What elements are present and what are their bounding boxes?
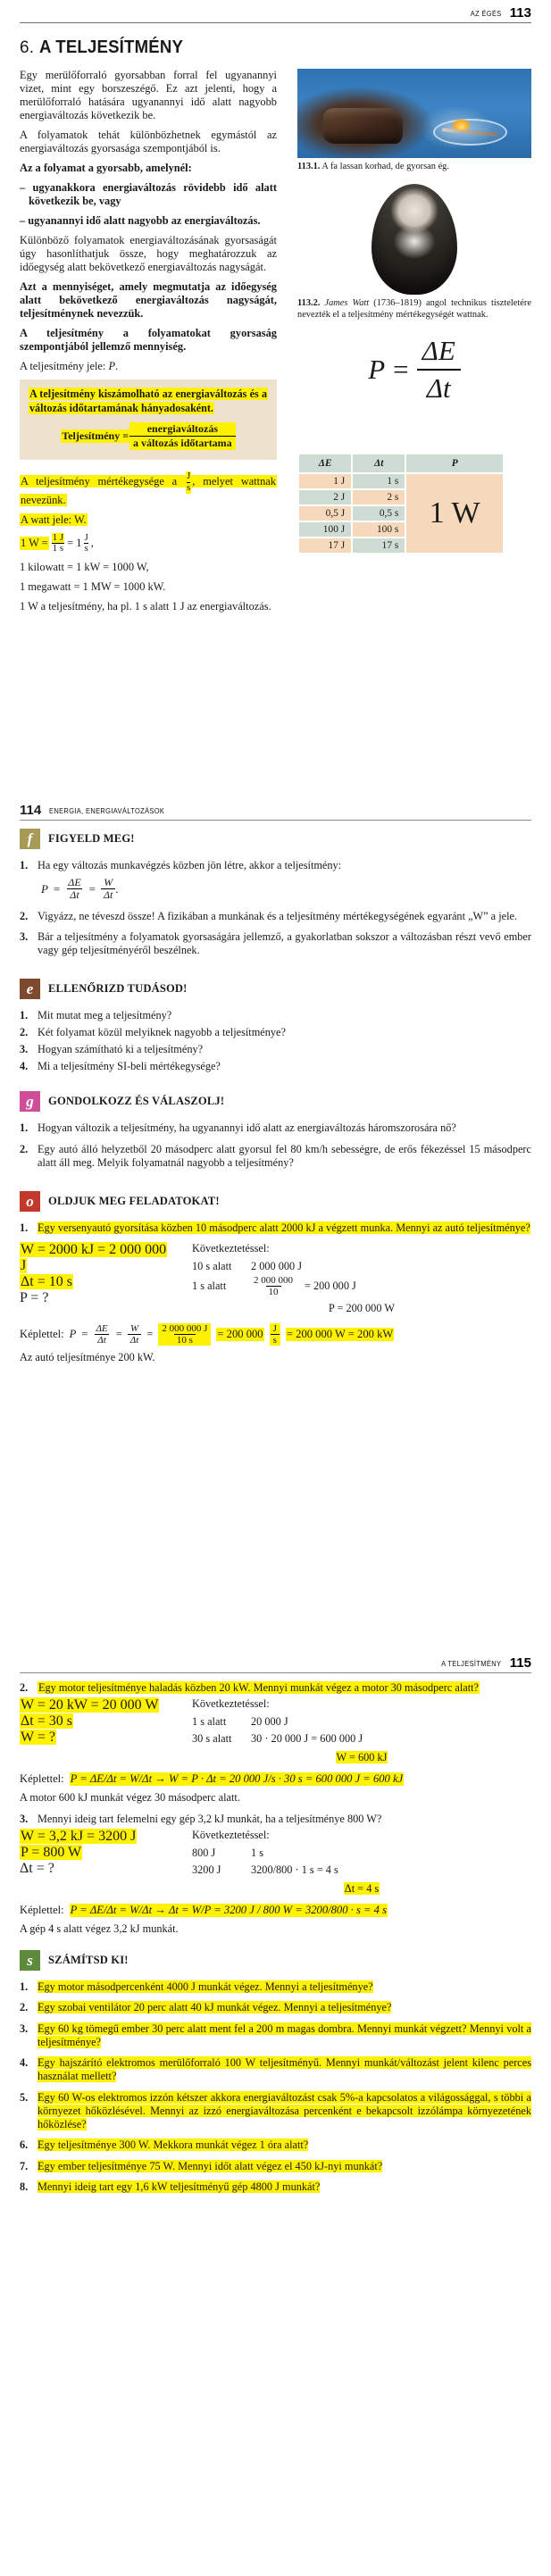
figure-113-2-text: (1736–1819) angol technikus tiszteletére nevezték el a teljesítmény mértékegységét wattnak. <box>297 298 531 320</box>
kepl-frac-2-num: W <box>129 1322 139 1334</box>
watt-symbol-line <box>20 513 277 527</box>
list-item-text: Ha egy változás munkavégzés közben jön létre, akkor a teljesítmény: <box>38 859 342 871</box>
column-header-P: P <box>406 454 503 472</box>
problem-2-question-text: Egy motor teljesítménye haladás közben 20 kW. Mennyi munkát végez a motor 30 másodperc alatt? <box>38 1681 479 1694</box>
paragraph-1: Egy merülőforraló gyorsabban forral fel ugyanannyi vizet, mint egy borszeszégő. Ez azt jelenti, hogy a merülőforraló hatására ugyanannyi idő alatt nagyobb energiaváltozás következik be. <box>20 69 277 121</box>
list-item <box>20 1043 531 1056</box>
formula-denominator: Δt <box>417 369 461 404</box>
conclusion-3-row-2-value: 3200/800 · 1 s = 4 s <box>251 1863 338 1876</box>
kepl-eq1: = <box>81 1327 88 1340</box>
list-item <box>20 1221 531 1235</box>
conclusion-2-row-2-label: 30 s alatt <box>192 1731 232 1745</box>
kepl-frac-1-num: ΔE <box>96 1322 108 1334</box>
answer-3: A gép 4 s alatt végez 3,2 kJ munkát. <box>20 1922 179 1936</box>
running-head-115 <box>20 1650 531 1670</box>
given-line-1 <box>20 1242 176 1274</box>
conclusion-3-row-1-label: 800 J <box>192 1847 216 1860</box>
paragraph-7-symbol <box>20 360 277 373</box>
watt-fraction-1-den: 1 s <box>52 543 64 554</box>
gondolkozz-list <box>20 1121 531 1170</box>
definition-formula <box>29 422 268 450</box>
formula-symbol-P: P <box>368 353 386 385</box>
conclusion-title: Következtetéssel: <box>192 1242 270 1255</box>
block-header-ellenorizd-tudasod <box>20 979 531 999</box>
kepl-eq2: = <box>115 1327 122 1340</box>
problem-1-text: Egy versenyautó gyorsítása közben 10 másodperc alatt 2000 kJ a végzett munka. Mennyi az autó teljesítménye? <box>38 1221 530 1235</box>
kilowatt-line: 1 kilowatt = 1 kW = 1000 W, <box>20 560 149 573</box>
running-head-chapter: AZ ÉGÉS <box>470 9 502 18</box>
formula-solution-1 <box>20 1323 531 1346</box>
conclusion-row-2-num: 2 000 000 <box>254 1274 293 1286</box>
cell-energy: 100 J <box>299 522 351 537</box>
oldjuk-meg-title: OLDJUK MEG FELADATOKAT! <box>48 1195 220 1208</box>
kepl-frac-3-num: 2 000 000 J <box>162 1322 208 1334</box>
figyeld-meg-icon: f <box>20 829 40 849</box>
page-title <box>20 38 531 56</box>
watt-symbol-text: A watt jele: W. <box>21 513 87 526</box>
watt-fraction-2-num: J <box>84 531 88 543</box>
definition-formula-fraction <box>129 422 236 450</box>
conclusion-result: P = 200 000 W <box>329 1301 395 1314</box>
running-head-114 <box>20 797 531 817</box>
answer-1: Az autó teljesítménye 200 kW. <box>20 1351 155 1364</box>
given-unknown: Δt = ? <box>20 1861 54 1877</box>
conclusion-row-2-den: 10 <box>266 1286 281 1297</box>
worked-example-3 <box>20 1829 531 1896</box>
conclusion-row-1-label: 10 s alatt <box>192 1260 232 1273</box>
given-time: Δt = 10 s <box>21 1274 72 1290</box>
watt-comma: , <box>90 537 94 550</box>
flame-shape <box>452 119 471 130</box>
given-2-line-2 <box>20 1713 176 1730</box>
formula-solution-3-label: Képlettel: <box>20 1904 64 1917</box>
cell-time: 100 s <box>353 522 405 537</box>
gondolkozz-icon: g <box>20 1091 40 1112</box>
power-values-table <box>297 453 505 554</box>
list-item-text: Két folyamat közül melyiknek nagyobb a teljesítménye? <box>38 1026 286 1039</box>
given-work: W = 3,2 kJ = 3200 J <box>21 1829 137 1845</box>
bullet-dash-1: – ugyanakkora energiaváltozás rövidebb idő alatt következik be, vagy <box>20 181 277 207</box>
given-3-line-2 <box>20 1845 176 1861</box>
ellenorizd-tudasod-icon: e <box>20 979 40 999</box>
cell-time: 0,5 s <box>353 506 405 521</box>
given-2-line-3 <box>20 1730 176 1746</box>
cell-energy: 0,5 J <box>299 506 351 521</box>
figure-113-1 <box>297 69 531 158</box>
formula-solution-label: Képlettel: <box>20 1327 64 1340</box>
list-item <box>20 2001 531 2014</box>
unit-text-pre: A teljesítmény mértékegysége a <box>21 474 185 488</box>
conclusion-block-2 <box>192 1697 531 1764</box>
watt-fraction-2-den: s <box>84 543 88 554</box>
list-item <box>20 2056 531 2083</box>
conclusion-2-row-2-value: 30 · 20 000 J = 600 000 J <box>251 1731 363 1745</box>
watt-fraction-2 <box>84 533 88 554</box>
given-power: W = 20 kW = 20 000 W <box>21 1697 159 1713</box>
gondolkozz-title: GONDOLKOZZ ÉS VÁLASZOLJ! <box>48 1095 225 1108</box>
given-line-3 <box>20 1290 176 1306</box>
section-number: 6. <box>20 38 35 57</box>
paragraph-6-definition: A teljesítmény a folyamatokat gyorsaság szempontjából jellemző mennyiség. <box>20 327 277 353</box>
figure-113-2-name: James Watt <box>324 298 370 309</box>
conclusion-row-2-result: = 200 000 J <box>305 1280 356 1293</box>
running-head-chapter: ENERGIA, ENERGIAVÁLTOZÁSOK <box>49 806 165 815</box>
list-item-text: Bár a teljesítmény a folyamatok gyorsaságára jellemző, a gyakorlatban sokszor a változásban részt vevő ember vagy gép teljesítményéről beszélnek. <box>38 930 531 957</box>
definition-box-text <box>29 388 268 415</box>
page-number: 115 <box>509 1655 531 1671</box>
table-header-row <box>299 454 503 472</box>
power-work-formula <box>41 877 531 901</box>
definition-formula-numerator: energiaváltozás <box>129 422 236 436</box>
figure-113-1-caption <box>297 162 531 172</box>
szamitsd-ki-list <box>20 1980 531 2194</box>
figure-113-2-number: 113.2. <box>297 298 321 309</box>
formula-frac2-num: W <box>104 876 113 889</box>
running-head-chapter: A TELJESÍTMÉNY <box>441 1659 502 1668</box>
symbol-intro: A teljesítmény jele: <box>20 360 109 372</box>
formula-solution-3 <box>20 1904 531 1917</box>
formula-eq-2: = <box>88 881 96 896</box>
kepl-frac-3-den: 10 s <box>174 1334 196 1346</box>
figure-113-2-caption <box>297 298 531 321</box>
watt-fraction-1 <box>52 533 65 554</box>
problem-2-number: 2. <box>20 1681 29 1694</box>
list-item <box>20 2091 531 2132</box>
list-item-text: Mit mutat meg a teljesítmény? <box>38 1009 172 1022</box>
column-header-delta-E: ΔE <box>299 454 351 472</box>
conclusion-2-row-2 <box>192 1730 531 1747</box>
conclusion-block-3 <box>192 1829 531 1896</box>
unit-text-post: , melyet wattnak nevezünk. <box>21 474 276 506</box>
watt-eq: = 1 <box>67 537 82 550</box>
photo-burning-wood <box>297 69 531 158</box>
block-header-figyeld-meg <box>20 829 531 849</box>
given-values-2 <box>20 1697 176 1764</box>
definition-box <box>20 379 277 460</box>
worked-example-1 <box>20 1242 531 1315</box>
formula-solution-3-body: P = ΔE/Δt = W/Δt → Δt = W/P = 3200 J / 800 W = 3200/800 · s = 4 s <box>70 1904 388 1917</box>
list-item-text: Vigyázz, ne téveszd össze! A fizikában a munkának és a teljesítmény mértékegységének egyaránt „W” a jele. <box>38 909 518 922</box>
kepl-frac-4-num: J <box>272 1322 277 1334</box>
szamitsd-ki-icon: s <box>20 1950 40 1971</box>
paragraph-2: A folyamatok tehát különbözhetnek egymástól az energiaváltozás gyorsasága szempontjából is. <box>20 129 277 154</box>
kepl-frac-4 <box>270 1323 280 1346</box>
conclusion-3-row-1-value: 1 s <box>251 1847 264 1860</box>
conclusion-block <box>192 1242 531 1315</box>
conclusion-3-result-text: Δt = 4 s <box>344 1882 380 1896</box>
worked-example-2 <box>20 1697 531 1764</box>
formula-frac1-den: Δt <box>67 888 81 901</box>
running-head-113 <box>20 0 531 20</box>
conclusion-3-row-2-label: 3200 J <box>192 1863 221 1876</box>
given-unknown: P = ? <box>20 1290 49 1306</box>
problem-3-question: Mennyi ideig tart felemelni egy gép 3,2 kJ munkát, ha a teljesítménye 800 W? <box>38 1813 382 1826</box>
list-item-text: Hogyan számítható ki a teljesítmény? <box>38 1043 204 1056</box>
szamitsd-ki-title: SZÁMÍTSD KI! <box>48 1954 129 1967</box>
list-item-text: Egy 60 kg tömegű ember 30 perc alatt ment fel a 200 m magas dombra. Mennyi munkát végzett? Mennyi volt a teljesítménye? <box>38 2022 531 2048</box>
formula-frac-dE-dt <box>65 877 83 901</box>
list-item <box>20 1060 531 1073</box>
paragraph-3-lead: Az a folyamat a gyorsabb, amelynél: <box>20 162 192 174</box>
bullet-dash-2: – ugyanannyi idő alatt nagyobb az energiaváltozás. <box>20 214 261 227</box>
conclusion-2-result-text: W = 600 kJ <box>336 1751 388 1764</box>
portrait-james-watt <box>372 184 457 295</box>
list-item <box>20 1121 531 1135</box>
list-item <box>20 1143 531 1170</box>
list-item-text: Egy motor másodpercenként 4000 J munkát végez. Mennyi a teljesítménye? <box>38 1980 373 1994</box>
cell-power-value: 1 W <box>406 474 503 553</box>
definition-formula-left: Teljesítmény = <box>62 429 129 443</box>
list-item <box>20 2022 531 2049</box>
oldjuk-meg-list <box>20 1221 531 1235</box>
formula-period: . <box>115 881 119 896</box>
paragraph-4: Különböző folyamatok energiaváltozásának gyorsaságát úgy hasonlíthatjuk össze, hogy meghatározzuk az időegység alatt bekövetkező energiaváltozás nagyságát. <box>20 234 277 273</box>
answer-2: A motor 600 kJ munkát végez 30 másodperc alatt. <box>20 1791 240 1805</box>
list-item-text: Egy szobai ventilátor 20 perc alatt 40 kJ munkát végez. Mennyi a teljesítménye? <box>38 2001 392 2014</box>
conclusion-3-result <box>192 1882 531 1896</box>
kepl-eq4: = 200 000 <box>217 1327 263 1340</box>
list-item <box>20 1026 531 1039</box>
symbol-period: . <box>115 360 119 372</box>
list-item <box>20 910 531 923</box>
page-114 <box>0 797 551 1650</box>
list-item <box>20 930 531 957</box>
conclusion-2-title: Következtetéssel: <box>192 1697 270 1711</box>
block-header-gondolkozz <box>20 1091 531 1112</box>
kepl-P: P <box>69 1327 77 1340</box>
conclusion-2-row-1-label: 1 s alatt <box>192 1715 227 1729</box>
kepl-eq5: = 200 000 W = 200 kW <box>286 1327 394 1340</box>
watt-definition-line <box>20 533 277 554</box>
conclusion-2-result <box>192 1751 531 1764</box>
list-item-text: Egy ember teljesítménye 75 W. Mennyi időt alatt végez el 450 kJ-nyi munkát? <box>38 2159 383 2172</box>
column-header-delta-t: Δt <box>353 454 405 472</box>
list-item <box>20 1009 531 1022</box>
formula-fraction <box>417 335 461 404</box>
section-title-text: A TELJESÍTMÉNY <box>39 38 184 57</box>
list-item-text: Hogyan változik a teljesítmény, ha ugyanannyi idő alatt az energiaváltozás háromszorosára nő? <box>38 1121 456 1135</box>
given-3-line-3 <box>20 1861 176 1877</box>
list-item-text: Egy hajszárító elektromos merülőforraló 100 W teljesítményű. Mennyi munkát/változást jelent kilenc perces használat mellett? <box>38 2056 531 2083</box>
header-rule <box>20 22 531 23</box>
conclusion-3-title: Következtetéssel: <box>192 1829 270 1842</box>
kepl-frac-4-den: s <box>271 1334 280 1346</box>
list-item <box>20 2138 531 2152</box>
formula-frac1-num: ΔE <box>68 876 81 889</box>
conclusion-2-row-1-value: 20 000 J <box>251 1715 288 1729</box>
table-row <box>299 474 503 488</box>
kepl-frac-2-den: Δt <box>128 1334 142 1346</box>
ellenorizd-tudasod-title: ELLENŐRIZD TUDÁSOD! <box>48 982 188 996</box>
definition-box-highlight: A teljesítmény kiszámolható az energiaváltozás és a változás időtartamának hányadosaként. <box>29 388 267 414</box>
list-item-text: Mennyi ideig tart egy 1,6 kW teljesítményű gép 4800 J munkát? <box>38 2180 321 2193</box>
cell-time: 1 s <box>353 474 405 488</box>
formula-P: P <box>41 881 48 896</box>
formula-solution-2-body: P = ΔE/Δt = W/Δt → W = P · Δt = 20 000 J/s · 30 s = 600 000 J = 600 kJ <box>70 1772 404 1786</box>
given-unknown: W = ? <box>21 1730 55 1746</box>
figure-column <box>297 69 531 554</box>
formula-equals: = <box>393 353 409 385</box>
list-item <box>20 859 531 902</box>
conclusion-row-1-value: 2 000 000 J <box>251 1260 303 1273</box>
given-time: Δt = 30 s <box>21 1713 72 1730</box>
figure-113-1-number: 113.1. <box>297 162 321 171</box>
kepl-eq3: = <box>146 1327 154 1340</box>
ellenorizd-tudasod-list <box>20 1009 531 1073</box>
cell-time: 2 s <box>353 490 405 504</box>
formula-solution-2-label: Képlettel: <box>20 1772 64 1786</box>
page-number: 113 <box>509 5 531 21</box>
list-item <box>20 1980 531 1994</box>
oldjuk-meg-icon: o <box>20 1191 40 1212</box>
unit-fraction-numerator: J <box>187 471 191 482</box>
cell-energy: 1 J <box>299 474 351 488</box>
formula-frac2-den: Δt <box>101 888 115 901</box>
given-3-line-1 <box>20 1829 176 1845</box>
kepl-frac-2 <box>128 1323 142 1346</box>
wood-log-shape <box>323 108 403 144</box>
given-line-2 <box>20 1274 176 1290</box>
page-number: 114 <box>20 803 42 818</box>
problem-3 <box>20 1813 531 1826</box>
problem-2 <box>20 1681 531 1695</box>
watt-def-lead: 1 W = <box>21 537 48 550</box>
unit-paragraph <box>20 471 277 506</box>
watt-example-line: 1 W a teljesítmény, ha pl. 1 s alatt 1 J az energiaváltozás. <box>20 599 271 613</box>
watt-fraction-1-num: 1 J <box>52 531 64 543</box>
list-item <box>20 2160 531 2173</box>
formula-eq-1: = <box>53 881 61 896</box>
power-formula-display <box>297 335 531 404</box>
cell-energy: 2 J <box>299 490 351 504</box>
conclusion-row-2 <box>192 1275 531 1297</box>
list-item-text: Egy teljesítménye 300 W. Mekkora munkát végez 1 óra alatt? <box>38 2138 309 2152</box>
list-item-text: Mi a teljesítmény SI-beli mértékegysége? <box>38 1060 221 1073</box>
figure-113-1-text: A fa lassan korhad, de gyorsan ég. <box>320 162 449 171</box>
problem-2-question <box>38 1681 531 1695</box>
given-values-3 <box>20 1829 176 1896</box>
problem-3-number: 3. <box>20 1813 29 1826</box>
conclusion-2-row-1 <box>192 1713 531 1730</box>
page-113-columns <box>20 69 531 620</box>
list-item <box>20 2180 531 2194</box>
block-header-szamitsd-ki <box>20 1950 531 1971</box>
text-column <box>20 69 277 620</box>
conclusion-row-2-fraction <box>251 1275 296 1297</box>
list-item-text: Egy 60 W-os elektromos izzón kétszer akkora energiaváltozást csak 5%-a kapcsolatos a világossággal, s többi a környezet hőközlésével. Mennyi az izzó energiaváltozása percenként e bekapcsolt izzólámpa környezetének hőközlése? <box>38 2090 531 2131</box>
block-header-oldjuk-meg <box>20 1191 531 1212</box>
given-values <box>20 1242 176 1315</box>
conclusion-row-1 <box>192 1258 531 1274</box>
given-power: P = 800 W <box>21 1845 82 1861</box>
figyeld-meg-list <box>20 859 531 957</box>
cell-time: 17 s <box>353 538 405 553</box>
given-2-line-1 <box>20 1697 176 1713</box>
definition-formula-denominator: a változás időtartama <box>129 436 236 450</box>
symbol-P: P <box>108 360 116 372</box>
conclusion-3-row-1 <box>192 1845 531 1861</box>
formula-numerator: ΔE <box>422 334 455 366</box>
given-work: W = 2000 kJ = 2 000 000 J <box>21 1242 167 1274</box>
kepl-frac-1 <box>93 1323 110 1346</box>
figyeld-meg-title: FIGYELD MEG! <box>48 832 135 845</box>
formula-frac-W-dt <box>101 877 115 901</box>
page-113 <box>0 0 551 797</box>
page-115 <box>0 1650 551 2576</box>
unit-fraction-denominator: s <box>187 481 191 493</box>
formula-solution-2 <box>20 1772 531 1786</box>
cell-energy: 17 J <box>299 538 351 553</box>
conclusion-row-2-label: 1 s alatt <box>192 1280 227 1293</box>
megawatt-line: 1 megawatt = 1 MW = 1000 kW. <box>20 579 166 593</box>
figure-113-2 <box>297 184 531 295</box>
kepl-frac-3 <box>158 1323 211 1346</box>
conclusion-3-row-2 <box>192 1862 531 1878</box>
paragraph-5-definition: Azt a mennyiséget, amely megmutatja az időegység alatt bekövetkező energiaváltozás nagyságát, teljesítménynek nevezzük. <box>20 280 277 320</box>
list-item-text: Egy autó álló helyzetből 20 másodperc alatt gyorsul fel 80 km/h sebességre, de erős fékezéssel 15 másodperc alatt áll meg. Melyik folyamatnál nagyobb a teljesítmény? <box>38 1142 531 1169</box>
kepl-frac-1-den: Δt <box>95 1334 109 1346</box>
